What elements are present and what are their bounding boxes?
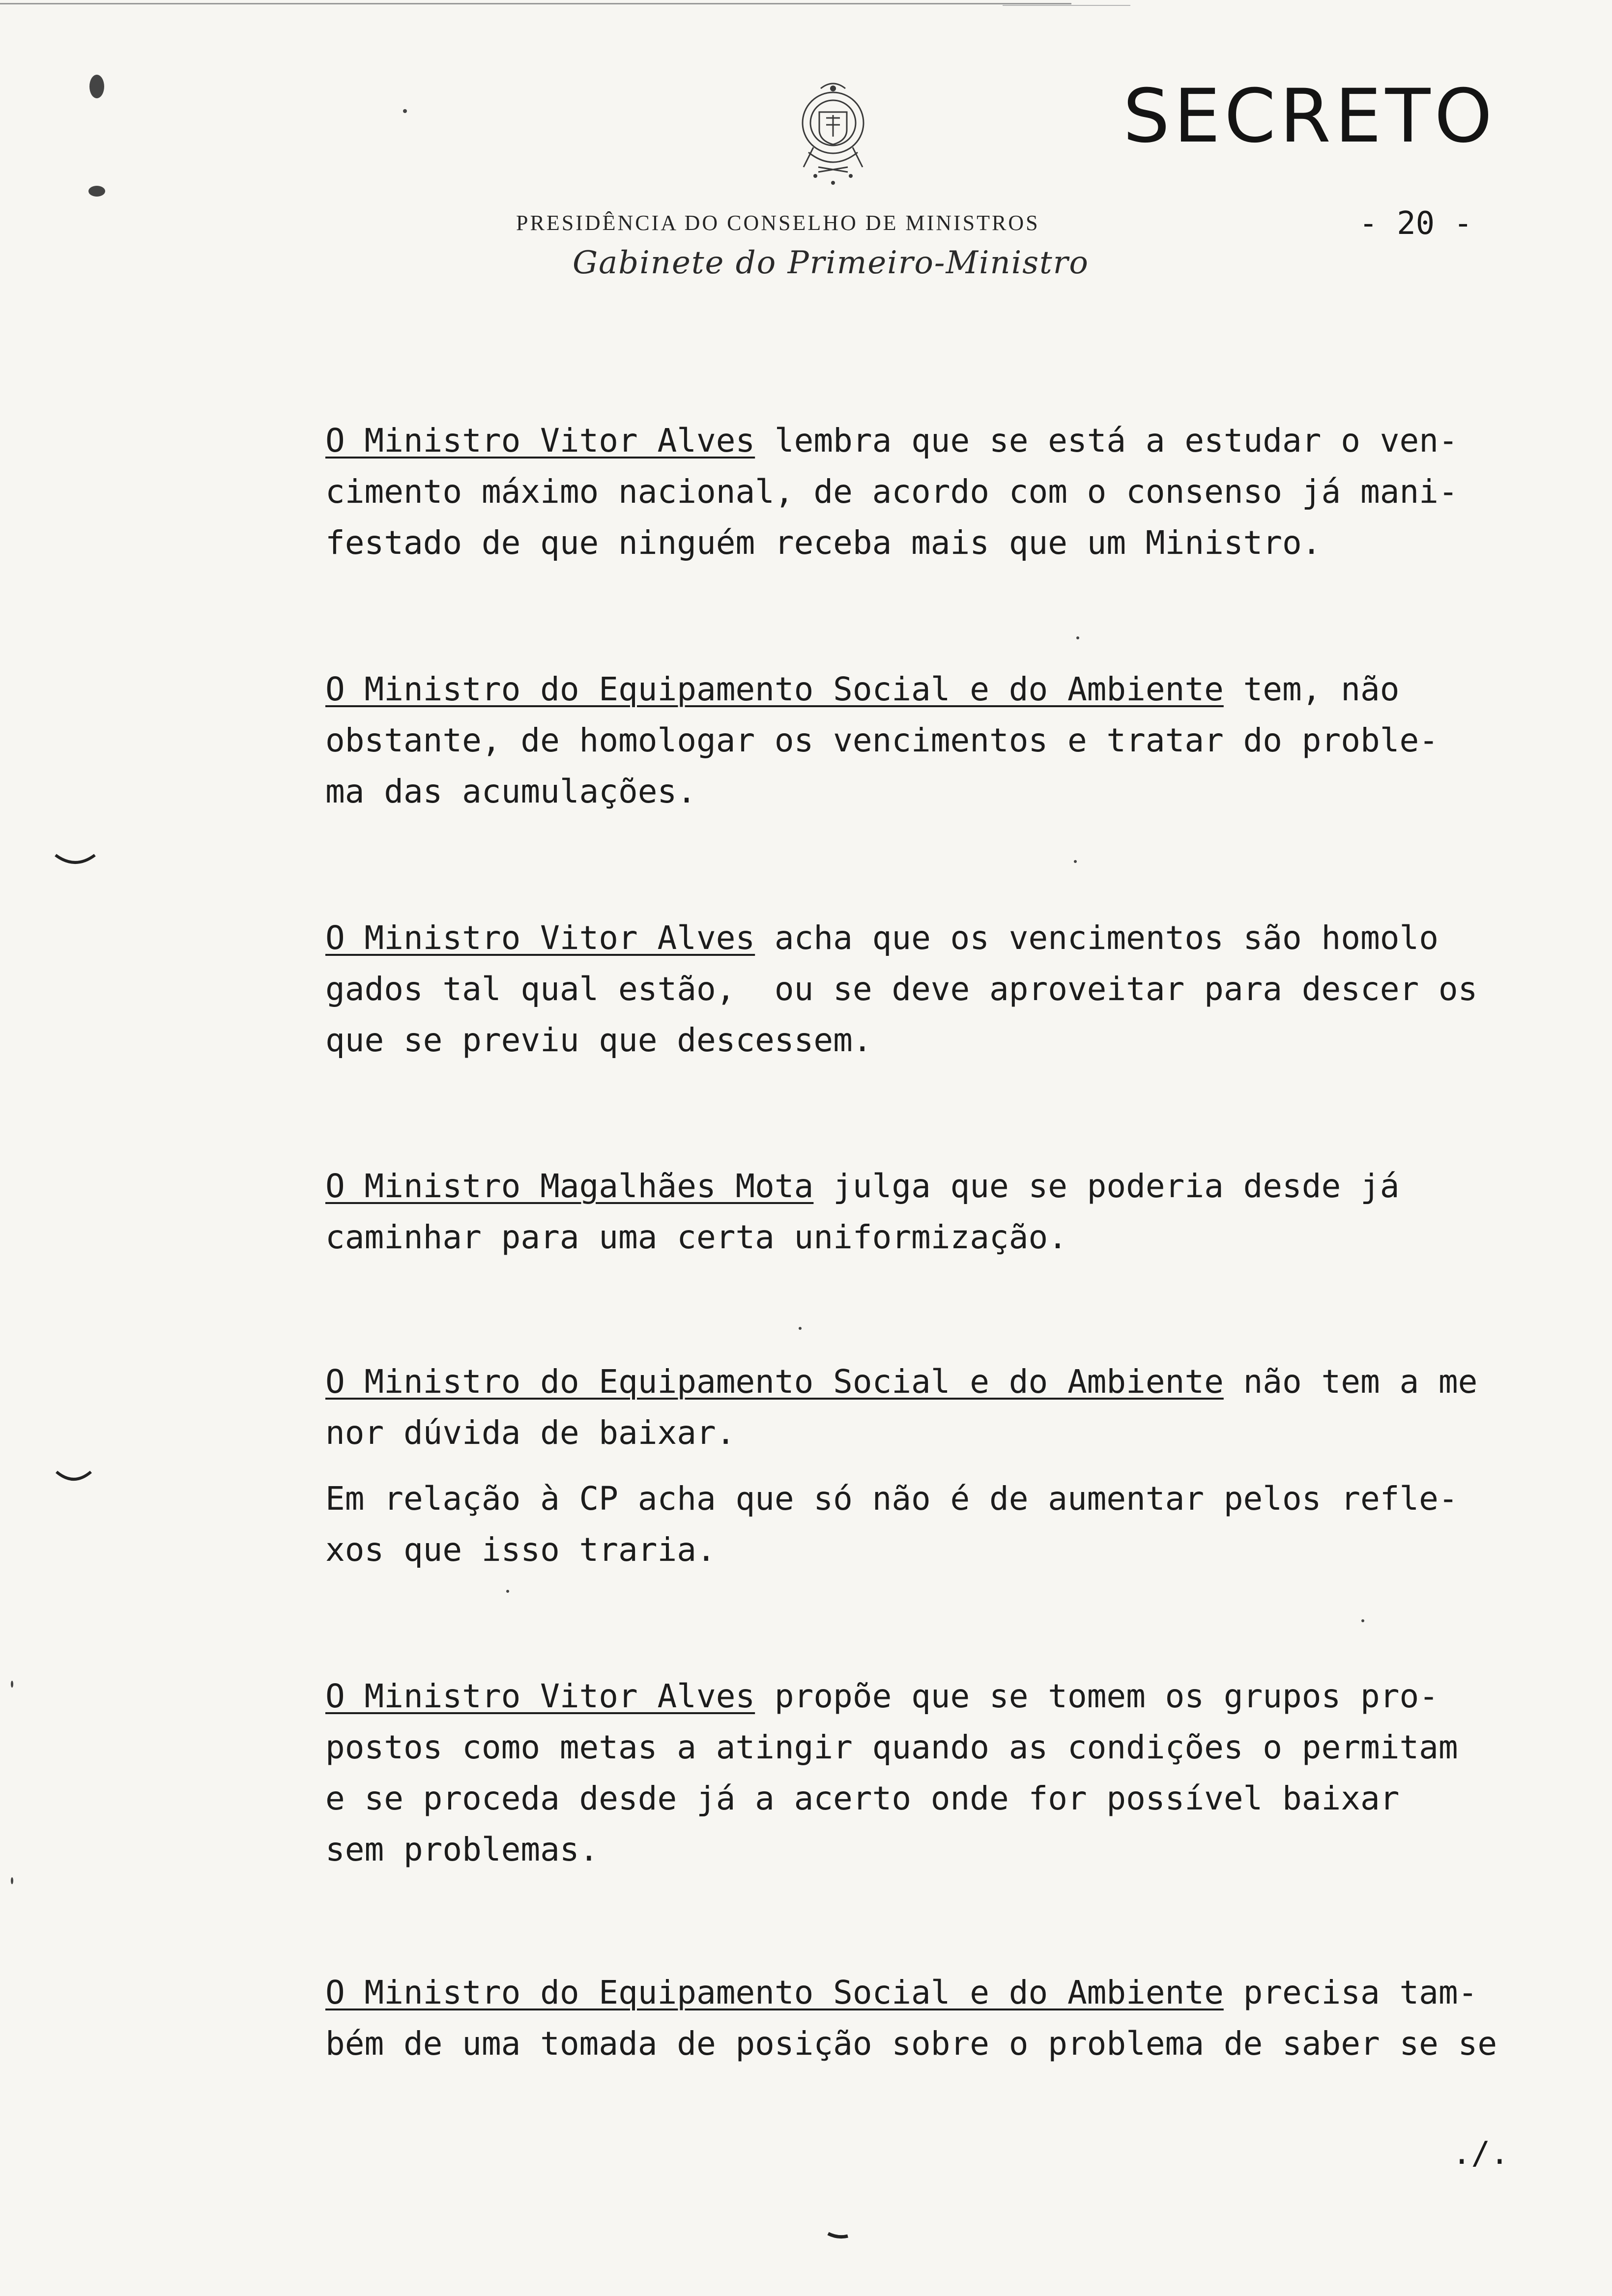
issuing-office: PRESIDÊNCIA DO CONSELHO DE MINISTROS	[516, 211, 1040, 235]
scan-speck	[799, 1327, 802, 1330]
paragraph-line: bém de uma tomada de posição sobre o problema de saber se se	[325, 2025, 1497, 2063]
paragraph-line: ma das acumulações.	[325, 773, 696, 810]
scan-speck	[403, 109, 407, 113]
paragraph-line: tem, não	[1223, 670, 1400, 708]
paragraph	[325, 913, 1477, 1066]
paragraph	[325, 664, 1439, 817]
coat-of-arms-seal-icon	[774, 74, 892, 192]
paragraph-line: postos como metas a atingir quando as condições o permitam	[325, 1728, 1458, 1766]
paragraph-line: acha que os vencimentos são homolo	[755, 919, 1439, 957]
speaker-name: O Ministro do Equipamento Social e do Ambiente	[325, 1974, 1224, 2011]
paragraph-line: não tem a me	[1223, 1363, 1478, 1401]
scan-speck	[1074, 860, 1077, 863]
paragraph-line: julga que se poderia desde já	[813, 1167, 1400, 1205]
paragraph-line: caminhar para uma certa uniformização.	[325, 1218, 1067, 1256]
paragraph-line: festado de que ninguém receba mais que um Ministro.	[325, 524, 1322, 562]
speaker-name: O Ministro Vitor Alves	[325, 919, 755, 957]
margin-tick-icon	[53, 850, 97, 870]
paragraph-line: precisa tam-	[1223, 1974, 1478, 2011]
paragraph	[325, 1671, 1458, 1875]
cabinet-handwritten-line: Gabinete do Primeiro-Ministro	[573, 245, 1089, 281]
paragraph-line: sem problemas.	[325, 1831, 599, 1868]
paragraph-line: Em relação à CP acha que só não é de aumentar pelos refle-	[325, 1480, 1458, 1518]
scan-speck	[11, 1877, 13, 1884]
speaker-name: O Ministro do Equipamento Social e do Ambiente	[325, 1363, 1224, 1401]
page-number: - 20 -	[1359, 205, 1473, 242]
margin-tick-icon	[54, 1467, 93, 1492]
top-edge-rule-secondary	[1003, 5, 1130, 6]
paragraph-line: lembra que se está a estudar o ven-	[755, 422, 1458, 459]
paragraph-line: cimento máximo nacional, de acordo com o consenso já mani-	[325, 473, 1458, 511]
top-edge-rule	[0, 3, 1071, 4]
speaker-name: O Ministro Vitor Alves	[325, 422, 755, 459]
paragraph	[325, 1967, 1497, 2069]
paragraph	[325, 415, 1458, 569]
paragraph	[325, 1161, 1399, 1263]
paragraph-line: xos que isso traria.	[325, 1531, 716, 1569]
scan-speck	[1076, 636, 1079, 639]
paragraph-line: obstante, de homologar os vencimentos e tratar do proble-	[325, 721, 1439, 759]
punch-mark	[88, 186, 105, 197]
classification-stamp: SECRETO	[1123, 74, 1497, 159]
speaker-name: O Ministro Magalhães Mota	[325, 1167, 814, 1205]
paragraph-line: e se proceda desde já a acerto onde for possível baixar	[325, 1779, 1400, 1817]
margin-tick-icon	[826, 2231, 850, 2241]
paragraph-line: gados tal qual estão, ou se deve aproveitar para descer os	[325, 970, 1478, 1008]
scan-speck	[1361, 1619, 1364, 1622]
paragraph-line: propõe que se tomem os grupos pro-	[755, 1677, 1439, 1715]
paragraph-line: que se previu que descessem.	[325, 1021, 872, 1059]
scan-speck	[11, 1681, 13, 1688]
paragraph-line: nor dúvida de baixar.	[325, 1414, 736, 1452]
punch-mark	[89, 75, 104, 98]
continuation-mark: ./.	[1452, 2135, 1509, 2172]
paragraph	[325, 1356, 1477, 1576]
speaker-name: O Ministro do Equipamento Social e do Ambiente	[325, 670, 1224, 708]
scan-speck	[506, 1590, 509, 1593]
speaker-name: O Ministro Vitor Alves	[325, 1677, 755, 1715]
